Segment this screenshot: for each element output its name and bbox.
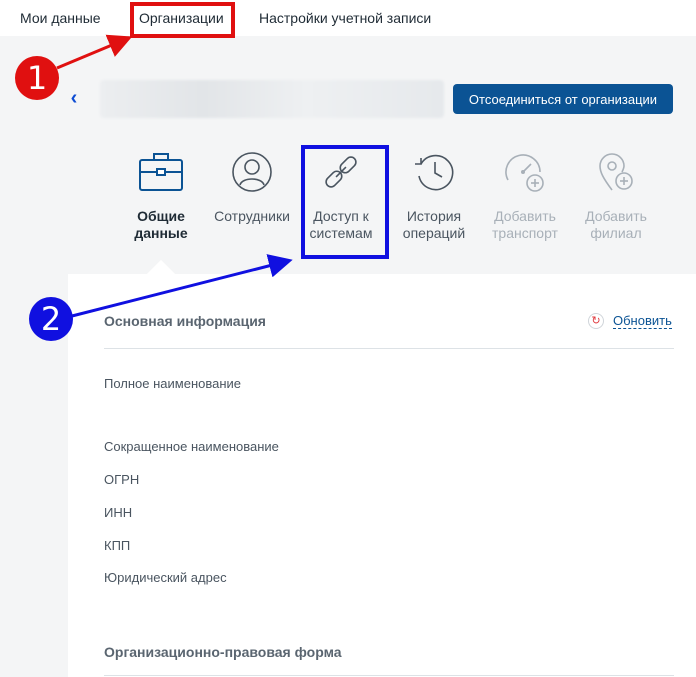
tab-label-line2: операций [402, 225, 466, 241]
field-inn-label: ИНН [104, 505, 133, 520]
nav-organizations[interactable]: Организации [139, 10, 224, 26]
tab-label-line1: Добавить [585, 208, 647, 224]
tab-label-line2: филиал [590, 225, 642, 241]
annotation-arrow-2 [72, 262, 284, 316]
annotation-badge-1: 1 [15, 56, 59, 100]
field-kpp-label: КПП [104, 538, 131, 553]
nav-my-data[interactable]: Мои данные [20, 10, 101, 26]
section-title-main-info: Основная информация [104, 313, 266, 329]
tab-label-line1: Доступ к [313, 208, 369, 224]
section-title-legal-form: Организационно-правовая форма [104, 644, 342, 660]
annotation-badge-2: 2 [29, 297, 73, 341]
disconnect-organization-button[interactable]: Отсоединиться от организации [453, 84, 673, 114]
back-chevron-icon[interactable]: ‹ [70, 87, 78, 109]
annotation-arrow-1 [57, 40, 124, 68]
field-ogrn-label: ОГРН [104, 472, 140, 487]
tab-label-line1: История [406, 208, 462, 224]
tab-label-line2: транспорт [492, 225, 558, 241]
tab-label-line1: Добавить [494, 208, 556, 224]
field-full-name-label: Полное наименование [104, 376, 242, 391]
refresh-icon: ↻ [588, 313, 604, 329]
field-short-name-label: Сокращенное наименование [104, 439, 279, 454]
tab-label-line2: системам [309, 225, 373, 241]
tab-label-line2: данные [134, 225, 188, 241]
tab-label-line1: Сотрудники [214, 208, 290, 224]
field-legal-address-label: Юридический адрес [104, 570, 227, 585]
refresh-label: Обновить [613, 313, 672, 328]
nav-account-settings[interactable]: Настройки учетной записи [259, 10, 432, 26]
tab-label-line1: Общие [137, 208, 185, 224]
